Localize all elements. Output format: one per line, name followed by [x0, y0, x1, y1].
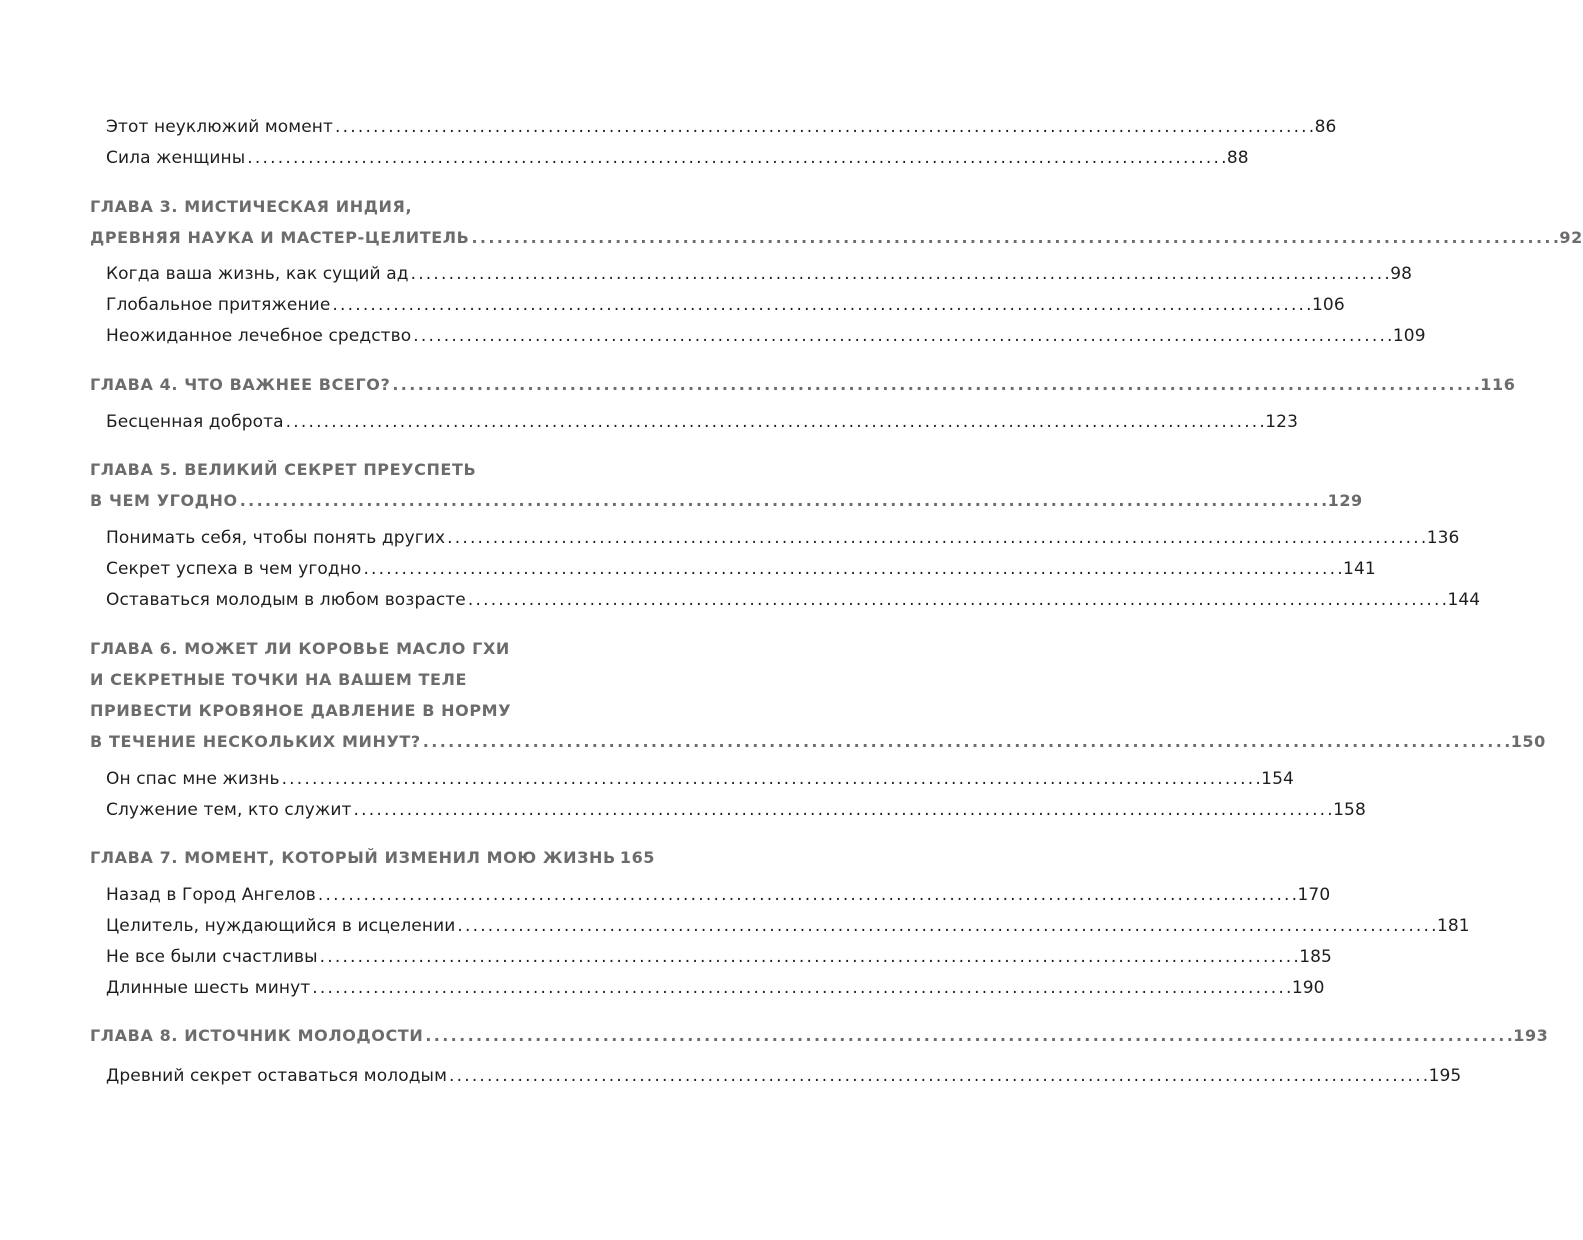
toc-entry-title: Служение тем, кто служит: [106, 800, 352, 820]
toc-entry-page: 170: [1297, 885, 1331, 905]
toc-entry-title: Секрет успеха в чем угодно: [106, 559, 362, 579]
chapter-3-entry[interactable]: [90, 224, 1583, 252]
chapter-page: 193: [1513, 1026, 1549, 1045]
toc-entry[interactable]: [106, 975, 1325, 1001]
toc-entry-page: 190: [1291, 978, 1325, 998]
dot-leader: [363, 556, 1341, 582]
toc-entry-page: 98: [1390, 264, 1413, 284]
toc-entry[interactable]: [106, 525, 1460, 551]
toc-entry[interactable]: [106, 797, 1366, 823]
toc-entry-title: Сила женщины: [106, 148, 246, 168]
toc-entry-page: 154: [1261, 769, 1294, 789]
toc-entry-title: Понимать себя, чтобы понять других: [106, 528, 446, 548]
toc-entry-page: 136: [1426, 528, 1460, 548]
dot-leader: [457, 913, 1435, 939]
toc-entry-title: Назад в Город Ангелов: [106, 885, 316, 905]
toc-entry-page: 86: [1314, 117, 1337, 137]
chapter-title-line: ГЛАВА 5. ВЕЛИКИЙ СЕКРЕТ ПРЕУСПЕТЬ: [90, 460, 477, 479]
toc-entry-page: 195: [1428, 1066, 1462, 1086]
toc-entry[interactable]: [106, 145, 1249, 171]
chapter-page: 92: [1559, 228, 1583, 247]
toc-entry[interactable]: [106, 913, 1470, 939]
dot-leader: [423, 728, 1509, 756]
toc-entry-title: Этот неуклюжий момент: [106, 117, 334, 137]
chapter-6-heading: [90, 666, 642, 694]
chapter-6-heading: [90, 635, 642, 663]
toc-entry-title: Древний секрет оставаться молодым: [106, 1066, 447, 1086]
toc-entry[interactable]: [106, 323, 1426, 349]
toc-entry[interactable]: [106, 944, 1332, 970]
chapter-7-entry[interactable]: [90, 844, 656, 872]
chapter-page: 129: [1327, 491, 1363, 510]
toc-entry[interactable]: [106, 409, 1298, 435]
chapter-title-line: ДРЕВНЯЯ НАУКА И МАСТЕР-ЦЕЛИТЕЛЬ: [90, 228, 470, 247]
dot-leader: [247, 145, 1225, 171]
chapter-title-line: ГЛАВА 7. МОМЕНТ, КОТОРЫЙ ИЗМЕНИЛ МОЮ ЖИЗНЬ: [90, 848, 616, 867]
toc-entry[interactable]: [106, 882, 1331, 908]
dot-leader: [335, 114, 1313, 140]
chapter-6-heading: [90, 697, 642, 725]
dot-leader: [320, 944, 1298, 970]
toc-entry-page: 181: [1436, 916, 1470, 936]
dot-leader: [240, 487, 1326, 515]
chapter-5-entry[interactable]: [90, 487, 1363, 515]
toc-entry-page: 123: [1265, 412, 1298, 432]
dot-leader: [318, 882, 1296, 908]
chapter-page: 150: [1510, 732, 1546, 751]
toc-entry-page: 109: [1392, 326, 1426, 346]
dot-leader: [447, 525, 1425, 551]
dot-leader: [392, 371, 1478, 399]
chapter-5-heading: [90, 456, 642, 484]
dot-leader: [312, 975, 1290, 1001]
toc-entry-page: 88: [1226, 148, 1249, 168]
toc-entry-title: Длинные шесть минут: [106, 978, 311, 998]
toc-entry-title: Когда ваша жизнь, как сущий ад: [106, 264, 409, 284]
toc-entry-page: 106: [1311, 295, 1345, 315]
toc-entry-page: 185: [1299, 947, 1332, 967]
toc-entry-title: Бесценная доброта: [106, 412, 284, 432]
chapter-title-line: ГЛАВА 4. ЧТО ВАЖНЕЕ ВСЕГО?: [90, 375, 391, 394]
dot-leader: [413, 323, 1391, 349]
toc-entry-title: Не все были счастливы: [106, 947, 318, 967]
chapter-title-line: ГЛАВА 8. ИСТОЧНИК МОЛОДОСТИ: [90, 1026, 424, 1045]
chapter-title-line: В ТЕЧЕНИЕ НЕСКОЛЬКИХ МИНУТ?: [90, 732, 421, 751]
toc-entry[interactable]: [106, 587, 1481, 613]
chapter-title-line: И СЕКРЕТНЫЕ ТОЧКИ НА ВАШЕМ ТЕЛЕ: [90, 670, 468, 689]
chapter-page: 165: [619, 848, 656, 867]
toc-entry[interactable]: [106, 556, 1376, 582]
chapter-page: 116: [1480, 375, 1516, 394]
chapter-8-entry[interactable]: [90, 1022, 1549, 1050]
toc-entry-page: 144: [1447, 590, 1481, 610]
chapter-4-entry[interactable]: [90, 371, 1516, 399]
dot-leader: [332, 292, 1310, 318]
toc-entry[interactable]: [106, 1063, 1462, 1089]
toc-entry-title: Целитель, нуждающийся в исцелении: [106, 916, 456, 936]
toc-entry[interactable]: [106, 766, 1294, 792]
toc-entry-title: Глобальное притяжение: [106, 295, 331, 315]
dot-leader: [286, 409, 1264, 435]
chapter-3-heading: [90, 193, 642, 221]
toc-entry-page: 141: [1343, 559, 1376, 579]
chapter-title-line: ГЛАВА 6. МОЖЕТ ЛИ КОРОВЬЕ МАСЛО ГХИ: [90, 639, 510, 658]
dot-leader: [411, 261, 1389, 287]
chapter-title-line: ПРИВЕСТИ КРОВЯНОЕ ДАВЛЕНИЕ В НОРМУ: [90, 701, 512, 720]
chapter-title-line: ГЛАВА 3. МИСТИЧЕСКАЯ ИНДИЯ,: [90, 197, 413, 216]
toc-entry-title: Он спас мне жизнь: [106, 769, 280, 789]
chapter-6-entry[interactable]: [90, 728, 1546, 756]
toc-entry[interactable]: [106, 114, 1337, 140]
dot-leader: [354, 797, 1332, 823]
dot-leader: [282, 766, 1260, 792]
toc-entry[interactable]: [106, 261, 1413, 287]
toc-entry-title: Неожиданное лечебное средство: [106, 326, 412, 346]
dot-leader: [449, 1063, 1427, 1089]
dot-leader: [468, 587, 1446, 613]
toc-entry[interactable]: [106, 292, 1345, 318]
toc-entry-page: 158: [1333, 800, 1366, 820]
chapter-title-line: В ЧЕМ УГОДНО: [90, 491, 238, 510]
dot-leader: [425, 1022, 1511, 1050]
dot-leader: [471, 224, 1557, 252]
toc-entry-title: Оставаться молодым в любом возрасте: [106, 590, 466, 610]
